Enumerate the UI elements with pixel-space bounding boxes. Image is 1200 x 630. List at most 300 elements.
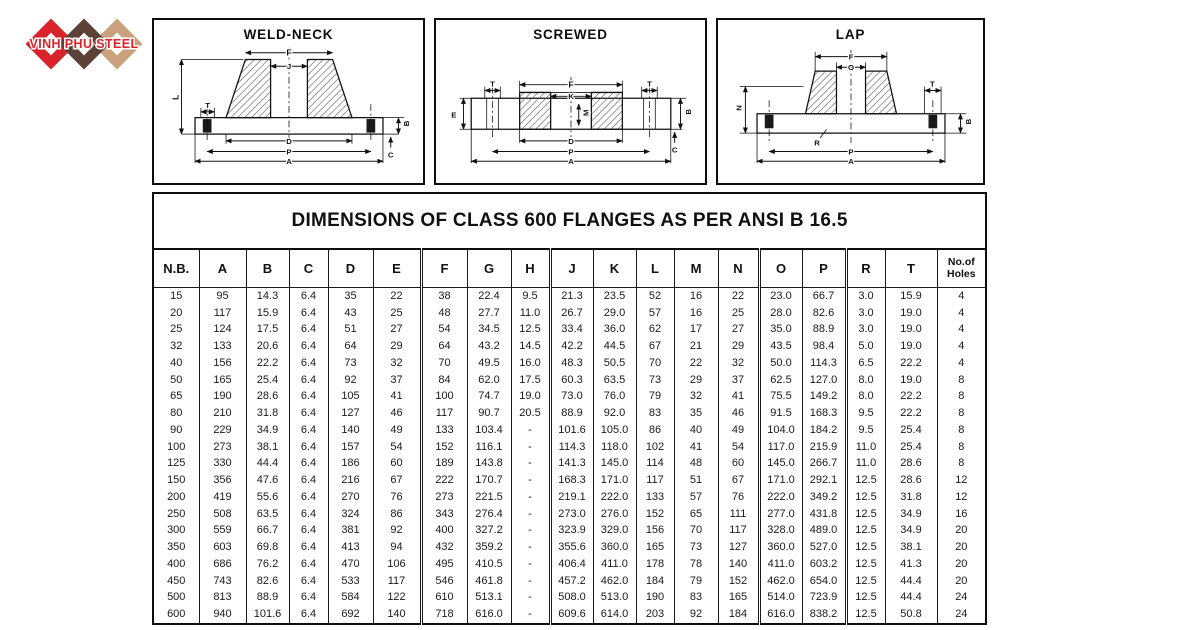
dim-label-j: J [286, 62, 291, 72]
table-cell: 22 [718, 288, 759, 305]
table-cell: 49 [373, 422, 421, 439]
table-cell: 165 [199, 372, 246, 389]
table-cell: 6.4 [289, 305, 328, 322]
table-cell: 25.4 [246, 372, 289, 389]
column-header-c: C [289, 249, 328, 288]
table-cell: 32 [718, 355, 759, 372]
table-cell: 15.9 [246, 305, 289, 322]
table-cell: 38.1 [885, 539, 937, 556]
table-cell: 50 [153, 372, 199, 389]
table-cell: 600 [153, 606, 199, 624]
table-cell: 350 [153, 539, 199, 556]
table-cell: 76 [373, 489, 421, 506]
table-cell: 95 [199, 288, 246, 305]
table-row [153, 590, 986, 607]
table-cell: 22.2 [885, 389, 937, 406]
table-cell: - [511, 590, 550, 607]
table-row [153, 405, 986, 422]
table-cell: 84 [421, 372, 467, 389]
dim-label-b: B [683, 109, 693, 115]
table-cell: 329.0 [593, 523, 636, 540]
table-cell: 74.7 [467, 389, 511, 406]
table-cell: 116.1 [467, 439, 511, 456]
table-cell: 323.9 [550, 523, 593, 540]
table-cell: - [511, 456, 550, 473]
table-cell: 462.0 [593, 573, 636, 590]
table-row [153, 606, 986, 624]
dim-label-f: F [285, 47, 292, 58]
table-cell: 17.5 [246, 322, 289, 339]
table-cell: 216 [328, 472, 373, 489]
table-cell: 184 [636, 573, 674, 590]
table-cell: 75.5 [759, 389, 802, 406]
table-cell: 117 [199, 305, 246, 322]
table-cell: 98.4 [802, 338, 846, 355]
dim-label-a: A [847, 157, 854, 167]
table-title: DIMENSIONS OF CLASS 600 FLANGES AS PER ANSI B 16.5 [153, 193, 986, 249]
dim-label-t: T [489, 79, 495, 89]
table-cell: 411.0 [593, 556, 636, 573]
table-cell: 25.4 [885, 439, 937, 456]
table-cell: 65 [674, 506, 718, 523]
table-cell: 686 [199, 556, 246, 573]
table-cell: 273 [199, 439, 246, 456]
table-cell: 6.4 [289, 439, 328, 456]
table-cell: 41 [718, 389, 759, 406]
table-cell: 300 [153, 523, 199, 540]
table-cell: 44.5 [593, 338, 636, 355]
table-cell: 37 [373, 372, 421, 389]
table-cell: 9.5 [846, 405, 885, 422]
table-cell: 250 [153, 506, 199, 523]
table-cell: 152 [636, 506, 674, 523]
table-cell: - [511, 573, 550, 590]
table-cell: 86 [636, 422, 674, 439]
table-row [153, 422, 986, 439]
table-cell: 184 [718, 606, 759, 624]
weld-neck-flange-drawing [160, 44, 418, 168]
table-cell: 222.0 [759, 489, 802, 506]
table-cell: 48.3 [550, 355, 593, 372]
table-cell: 127 [718, 539, 759, 556]
lap-flange-drawing [722, 44, 980, 168]
table-cell: 127.0 [802, 372, 846, 389]
table-cell: 8 [937, 405, 986, 422]
dim-label-c: C [387, 150, 394, 160]
column-header-e: E [373, 249, 421, 288]
dim-label-d: D [285, 136, 292, 146]
table-row [153, 305, 986, 322]
table-cell: 6.4 [289, 539, 328, 556]
table-cell: 54 [718, 439, 759, 456]
table-cell: 64 [421, 338, 467, 355]
table-cell: 62 [636, 322, 674, 339]
table-cell: 47.6 [246, 472, 289, 489]
table-cell: 15.9 [885, 288, 937, 305]
table-cell: 27.7 [467, 305, 511, 322]
table-cell: 222 [421, 472, 467, 489]
table-cell: 140 [328, 422, 373, 439]
table-cell: 46 [718, 405, 759, 422]
table-row [153, 439, 986, 456]
table-cell: 508 [199, 506, 246, 523]
table-cell: 73 [674, 539, 718, 556]
table-cell: 92 [328, 372, 373, 389]
dim-label-t: T [929, 79, 935, 89]
table-cell: 125 [153, 456, 199, 473]
dim-label-f: F [848, 52, 853, 62]
table-cell: 343 [421, 506, 467, 523]
table-cell: 32 [153, 338, 199, 355]
table-cell: - [511, 556, 550, 573]
table-cell: 184.2 [802, 422, 846, 439]
table-cell: 63.5 [246, 506, 289, 523]
table-row [153, 573, 986, 590]
column-header-m: M [674, 249, 718, 288]
table-cell: 60 [373, 456, 421, 473]
table-cell: 22.4 [467, 288, 511, 305]
table-cell: 165 [718, 590, 759, 607]
table-cell: 28.0 [759, 305, 802, 322]
table-cell: 406.4 [550, 556, 593, 573]
table-cell: 6.4 [289, 355, 328, 372]
table-cell: 21 [674, 338, 718, 355]
table-cell: 432 [421, 539, 467, 556]
table-cell: 20 [937, 539, 986, 556]
table-cell: 156 [636, 523, 674, 540]
table-cell: 143.8 [467, 456, 511, 473]
table-cell: 101.6 [550, 422, 593, 439]
table-cell: 82.6 [802, 305, 846, 322]
table-cell: 273 [421, 489, 467, 506]
table-cell: 266.7 [802, 456, 846, 473]
dim-label-a: A [285, 157, 292, 167]
screwed-flange-drawing [442, 44, 700, 168]
weld-neck-title: WELD-NECK [243, 27, 334, 42]
table-cell: 6.4 [289, 556, 328, 573]
table-cell: 360.0 [759, 539, 802, 556]
table-cell: 19.0 [885, 305, 937, 322]
table-cell: 102 [636, 439, 674, 456]
table-cell: 26.7 [550, 305, 593, 322]
table-cell: 6.5 [846, 355, 885, 372]
table-cell: 54 [421, 322, 467, 339]
table-cell: 44.4 [246, 456, 289, 473]
table-cell: 400 [153, 556, 199, 573]
table-cell: 22 [674, 355, 718, 372]
table-cell: 40 [153, 355, 199, 372]
table-cell: 6.4 [289, 590, 328, 607]
table-cell: 114.3 [550, 439, 593, 456]
table-cell: 21.3 [550, 288, 593, 305]
table-cell: 150 [153, 472, 199, 489]
table-cell: 41 [674, 439, 718, 456]
table-cell: 12.5 [846, 539, 885, 556]
table-cell: 24 [937, 606, 986, 624]
table-cell: 584 [328, 590, 373, 607]
table-cell: 6.4 [289, 606, 328, 624]
table-row [153, 523, 986, 540]
dim-label-p: P [567, 147, 574, 157]
table-cell: 210 [199, 405, 246, 422]
table-cell: 34.9 [246, 422, 289, 439]
table-cell: 55.6 [246, 489, 289, 506]
table-cell: 514.0 [759, 590, 802, 607]
table-cell: 6.4 [289, 472, 328, 489]
table-cell: - [511, 506, 550, 523]
table-cell: 149.2 [802, 389, 846, 406]
table-cell: 400 [421, 523, 467, 540]
table-cell: 104.0 [759, 422, 802, 439]
table-cell: 83 [674, 590, 718, 607]
table-cell: 12.5 [846, 556, 885, 573]
table-cell: 410.5 [467, 556, 511, 573]
table-cell: 22.2 [885, 355, 937, 372]
table-cell: 34.9 [885, 506, 937, 523]
table-cell: 50.5 [593, 355, 636, 372]
table-cell: 431.8 [802, 506, 846, 523]
table-cell: 168.3 [550, 472, 593, 489]
table-cell: 189 [421, 456, 467, 473]
table-cell: 38 [421, 288, 467, 305]
dim-label-m: M [580, 109, 590, 117]
table-row [153, 539, 986, 556]
table-cell: 57 [674, 489, 718, 506]
table-cell: 22 [373, 288, 421, 305]
table-cell: 88.9 [802, 322, 846, 339]
table-cell: 616.0 [467, 606, 511, 624]
table-cell: 15 [153, 288, 199, 305]
table-cell: 40 [674, 422, 718, 439]
table-cell: 513.1 [467, 590, 511, 607]
table-cell: 533 [328, 573, 373, 590]
table-cell: 82.6 [246, 573, 289, 590]
company-logo [20, 12, 148, 80]
table-cell: 38.1 [246, 439, 289, 456]
table-cell: - [511, 439, 550, 456]
table-cell: 546 [421, 573, 467, 590]
table-cell: 171.0 [593, 472, 636, 489]
table-cell: 100 [153, 439, 199, 456]
table-cell: 22.2 [246, 355, 289, 372]
table-cell: 27 [373, 322, 421, 339]
table-cell: 186 [328, 456, 373, 473]
table-cell: 20.5 [511, 405, 550, 422]
table-cell: 692 [328, 606, 373, 624]
table-cell: 54 [373, 439, 421, 456]
table-cell: 168.3 [802, 405, 846, 422]
table-cell: 222.0 [593, 489, 636, 506]
table-cell: 500 [153, 590, 199, 607]
table-cell: 79 [674, 573, 718, 590]
table-cell: 6.4 [289, 489, 328, 506]
table-cell: 62.5 [759, 372, 802, 389]
dim-label-t: T [204, 100, 210, 110]
dim-label-e: E [450, 110, 456, 120]
table-cell: 49 [718, 422, 759, 439]
table-cell: 16.0 [511, 355, 550, 372]
table-cell: 43.2 [467, 338, 511, 355]
table-cell: 91.5 [759, 405, 802, 422]
table-cell: 6.4 [289, 389, 328, 406]
table-cell: 117 [636, 472, 674, 489]
dim-label-l: L [170, 94, 181, 100]
table-cell: 118.0 [593, 439, 636, 456]
table-cell: 117.0 [759, 439, 802, 456]
dim-label-p: P [847, 147, 854, 157]
table-cell: 8 [937, 389, 986, 406]
dim-label-f: F [567, 79, 574, 90]
table-cell: 6.4 [289, 523, 328, 540]
table-cell: 12.5 [846, 523, 885, 540]
table-cell: 12.5 [511, 322, 550, 339]
table-cell: - [511, 523, 550, 540]
table-cell: 35 [328, 288, 373, 305]
table-cell: 70 [674, 523, 718, 540]
table-cell: 41.3 [885, 556, 937, 573]
table-cell: 221.5 [467, 489, 511, 506]
dim-label-p: P [285, 147, 292, 157]
table-cell: 35.0 [759, 322, 802, 339]
table-cell: 603 [199, 539, 246, 556]
table-cell: 140 [718, 556, 759, 573]
table-cell: 813 [199, 590, 246, 607]
table-cell: 60 [718, 456, 759, 473]
table-cell: 349.2 [802, 489, 846, 506]
table-cell: 105 [328, 389, 373, 406]
table-cell: 42.2 [550, 338, 593, 355]
table-cell: 29.0 [593, 305, 636, 322]
logo-text: VINH PHU STEEL [29, 37, 139, 51]
table-cell: 51 [674, 472, 718, 489]
column-header-a: A [199, 249, 246, 288]
table-cell: 559 [199, 523, 246, 540]
table-cell: 27 [718, 322, 759, 339]
table-cell: 92 [373, 523, 421, 540]
table-cell: 78 [674, 556, 718, 573]
table-cell: 34.9 [885, 523, 937, 540]
table-cell: 127 [328, 405, 373, 422]
table-cell: 32 [674, 389, 718, 406]
table-cell: 73 [328, 355, 373, 372]
table-cell: 133 [421, 422, 467, 439]
table-cell: 79 [636, 389, 674, 406]
table-cell: 19.0 [511, 389, 550, 406]
table-cell: 25 [153, 322, 199, 339]
table-cell: 20 [937, 556, 986, 573]
table-cell: 12.5 [846, 606, 885, 624]
table-cell: 4 [937, 355, 986, 372]
table-cell: 381 [328, 523, 373, 540]
screwed-diagram-box [434, 18, 707, 185]
table-cell: 88.9 [550, 405, 593, 422]
dim-label-b: B [401, 120, 411, 127]
table-cell: 14.5 [511, 338, 550, 355]
table-cell: 165 [636, 539, 674, 556]
table-cell: 49.5 [467, 355, 511, 372]
table-cell: 44.4 [885, 590, 937, 607]
table-cell: 44.4 [885, 573, 937, 590]
table-cell: 52 [636, 288, 674, 305]
table-cell: 6.4 [289, 288, 328, 305]
table-cell: 411.0 [759, 556, 802, 573]
table-cell: 718 [421, 606, 467, 624]
table-cell: 83 [636, 405, 674, 422]
table-cell: 133 [199, 338, 246, 355]
table-cell: 65 [153, 389, 199, 406]
column-header-d: D [328, 249, 373, 288]
table-cell: 37 [718, 372, 759, 389]
table-header-row [153, 249, 986, 288]
table-cell: 103.4 [467, 422, 511, 439]
table-cell: 215.9 [802, 439, 846, 456]
table-cell: 292.1 [802, 472, 846, 489]
table-cell: 23.5 [593, 288, 636, 305]
column-header-b: B [246, 249, 289, 288]
table-cell: 229 [199, 422, 246, 439]
table-cell: 117 [718, 523, 759, 540]
table-cell: 66.7 [802, 288, 846, 305]
table-cell: 117 [373, 573, 421, 590]
table-cell: 64 [328, 338, 373, 355]
table-cell: 76.2 [246, 556, 289, 573]
table-cell: 67 [373, 472, 421, 489]
table-cell: - [511, 422, 550, 439]
table-cell: 616.0 [759, 606, 802, 624]
column-header-n: N [718, 249, 759, 288]
table-cell: 145.0 [759, 456, 802, 473]
table-cell: 67 [718, 472, 759, 489]
table-cell: 14.3 [246, 288, 289, 305]
table-cell: 12.5 [846, 489, 885, 506]
table-cell: 603.2 [802, 556, 846, 573]
table-cell: 69.8 [246, 539, 289, 556]
table-row [153, 372, 986, 389]
table-cell: 66.7 [246, 523, 289, 540]
table-cell: 11.0 [846, 456, 885, 473]
table-row [153, 556, 986, 573]
column-header-t: T [885, 249, 937, 288]
table-cell: 28.6 [885, 472, 937, 489]
table-cell: 48 [421, 305, 467, 322]
table-cell: 277.0 [759, 506, 802, 523]
table-cell: 276.4 [467, 506, 511, 523]
table-cell: 20.6 [246, 338, 289, 355]
flange-table-section [152, 192, 985, 625]
column-header-no-of-holes: No.of Holes [937, 249, 986, 288]
table-cell: 20 [153, 305, 199, 322]
table-cell: 62.0 [467, 372, 511, 389]
weld-neck-diagram-box [152, 18, 425, 185]
table-cell: 19.0 [885, 338, 937, 355]
table-cell: 359.2 [467, 539, 511, 556]
table-cell: 8 [937, 372, 986, 389]
table-cell: 36.0 [593, 322, 636, 339]
table-cell: 25 [718, 305, 759, 322]
table-cell: 105.0 [593, 422, 636, 439]
column-header-r: R [846, 249, 885, 288]
dim-label-a: A [567, 157, 574, 167]
table-cell: 489.0 [802, 523, 846, 540]
table-cell: 5.0 [846, 338, 885, 355]
table-cell: 114.3 [802, 355, 846, 372]
table-cell: 50.0 [759, 355, 802, 372]
table-row [153, 456, 986, 473]
table-cell: 29 [373, 338, 421, 355]
table-cell: 43 [328, 305, 373, 322]
table-cell: 145.0 [593, 456, 636, 473]
table-cell: 114 [636, 456, 674, 473]
